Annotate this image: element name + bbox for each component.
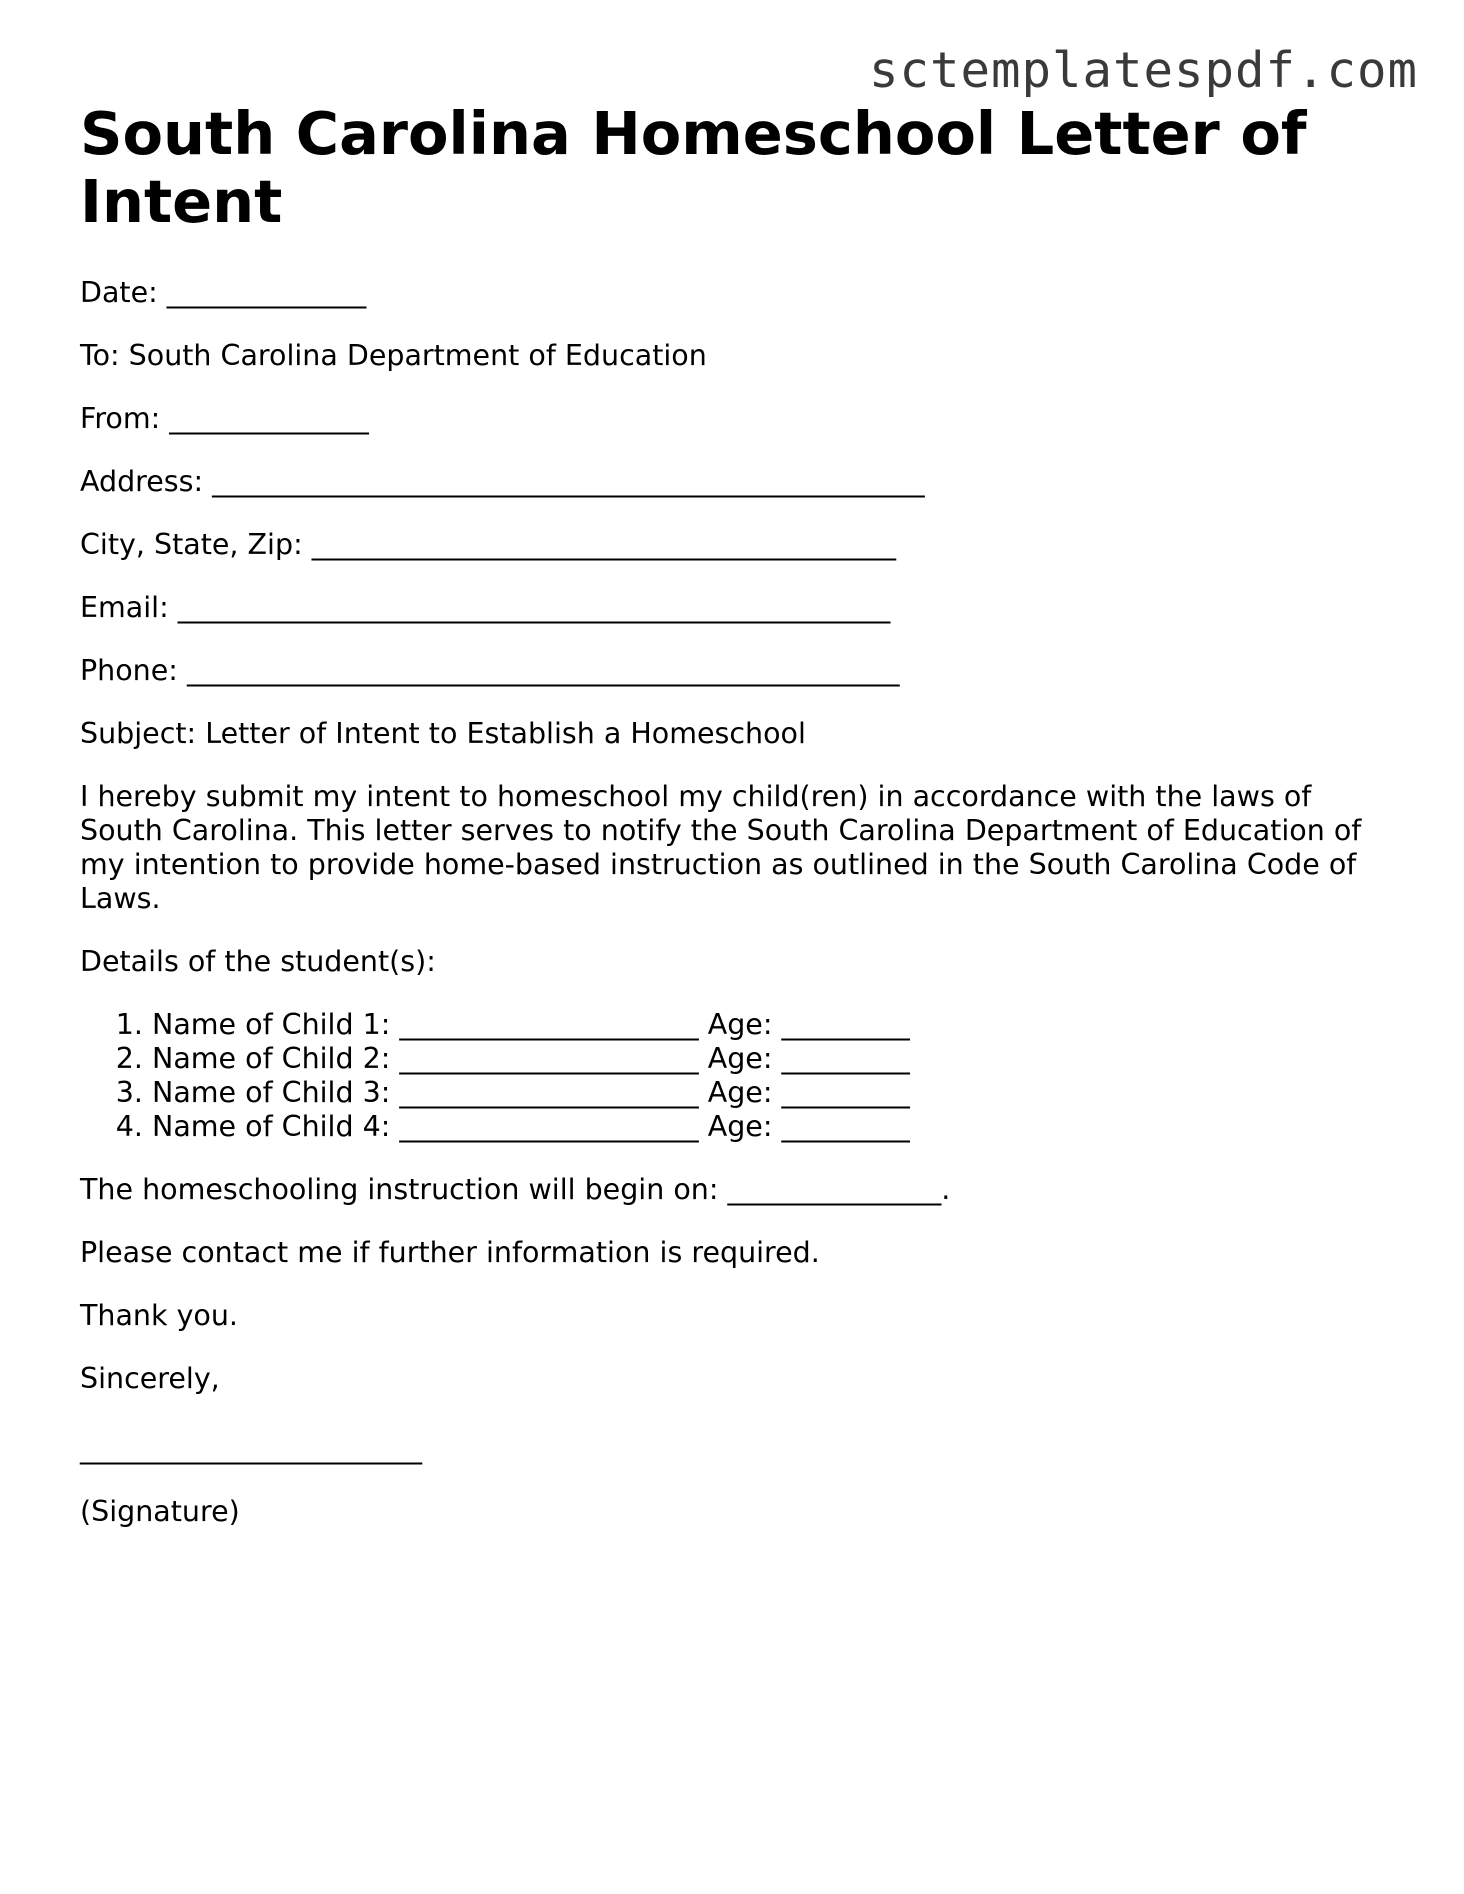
date-field: Date: ______________: [80, 276, 367, 309]
students-list: [80, 1008, 1380, 1144]
from-field: From: ______________: [80, 402, 369, 435]
watermark: sctemplatespdf.com: [868, 42, 1418, 99]
subject-line: Subject: Letter of Intent to Establish a Homeschool: [80, 717, 806, 750]
page-title: South Carolina Homeschool Letter of Intent: [80, 99, 1307, 236]
phone-field: Phone: __________________________________________________: [80, 654, 900, 687]
address-field: Address: __________________________________________________: [80, 465, 925, 498]
student-item-1: 1. Name of Child 1: _____________________ Age: _________: [152, 1008, 1380, 1042]
letter-body: [80, 100, 1380, 1558]
city-state-zip-field: City, State, Zip: _________________________________________: [80, 528, 896, 561]
student-item-2: 2. Name of Child 2: _____________________ Age: _________: [152, 1042, 1380, 1076]
student-item-4: 4. Name of Child 4: _____________________ Age: _________: [152, 1110, 1380, 1144]
contact-line: Please contact me if further information is required.: [80, 1236, 820, 1269]
closing-line: Sincerely,: [80, 1362, 220, 1395]
signature-line: ________________________: [80, 1432, 422, 1465]
student-item-3: 3. Name of Child 3: _____________________ Age: _________: [152, 1076, 1380, 1110]
begin-date-line: The homeschooling instruction will begin on: _______________.: [80, 1173, 951, 1206]
signature-label: (Signature): [80, 1495, 240, 1528]
to-line: To: South Carolina Department of Education: [80, 339, 707, 372]
students-heading: Details of the student(s):: [80, 945, 436, 978]
intent-paragraph: I hereby submit my intent to homeschool my child(ren) in accordance with the laws of South Carolina. This letter serves to notify the South Carolina Department of Education of my intention to provide home-based instruction as outlined in the South Carolina Code of Laws.: [80, 780, 1362, 915]
email-field: Email: __________________________________________________: [80, 591, 891, 624]
thanks-line: Thank you.: [80, 1299, 238, 1332]
